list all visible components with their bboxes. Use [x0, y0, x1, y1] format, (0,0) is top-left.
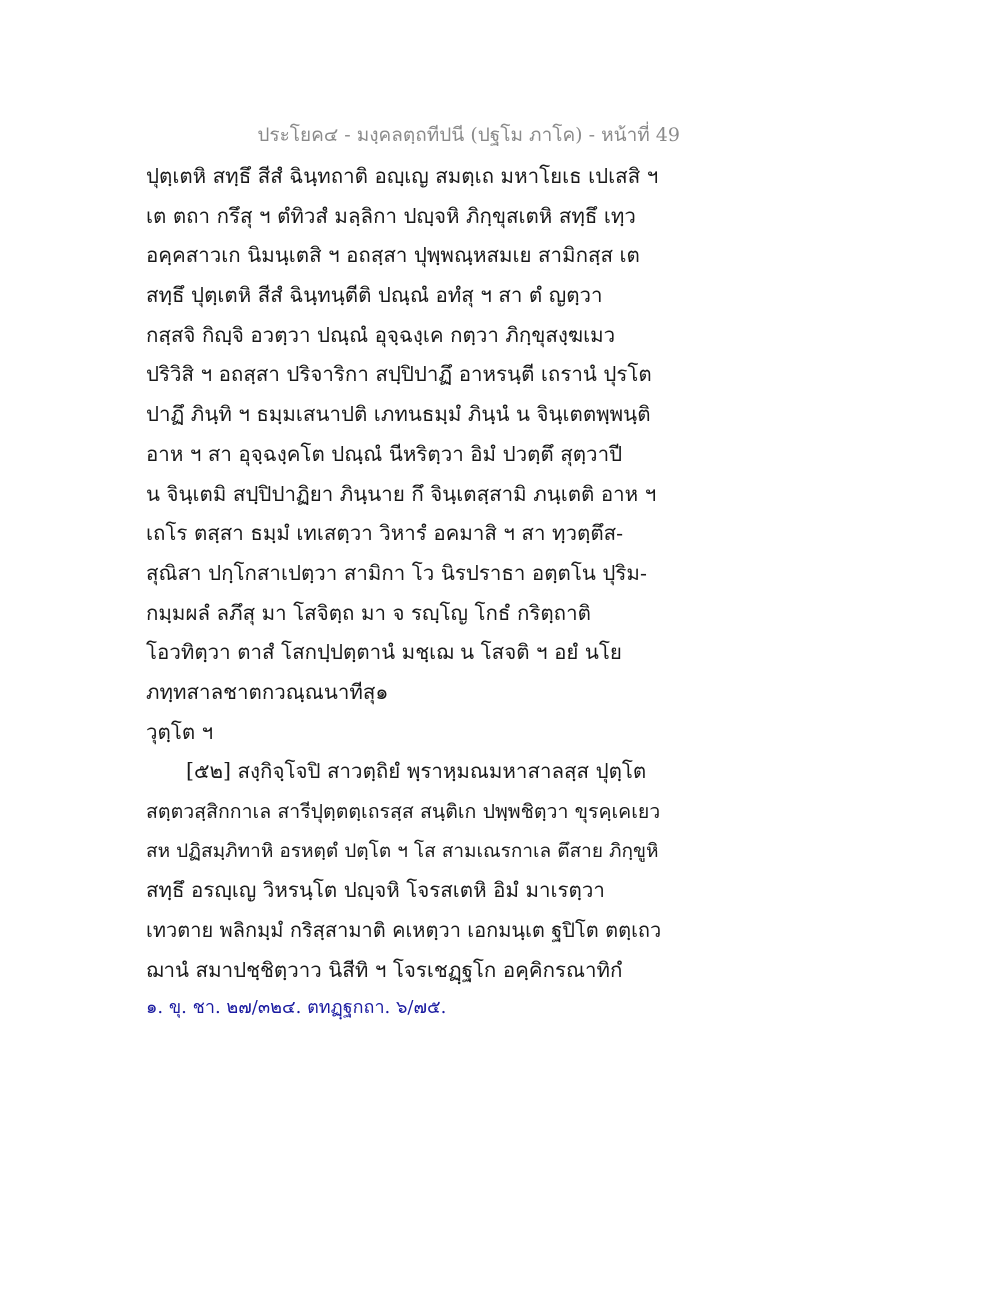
- text-line: เทวตาย พลิกมฺมํ กริสฺสามาติ คเหตฺวา เอกมนฺเต ฐปิโต ตตฺเถว: [146, 918, 662, 943]
- paragraph-start-line: [๕๒] สงฺกิจฺโจปิ สาวตฺถิยํ พฺราหฺมณมหาสาลสฺส ปุตฺโต: [186, 759, 647, 784]
- text-line: ปุตฺเตหิ สทฺธึ สีสํ ฉินฺทถาติ อญฺเญ สมตฺเถ มหาโยเธ เปเสสิ ฯ: [146, 164, 659, 188]
- running-header: ประโยค๔ - มงฺคลตฺถทีปนี (ปฐโม ภาโค) - หน้าที่ 49: [257, 124, 680, 146]
- text-line: อคฺคสาวเก นิมนฺเตสิ ฯ อถสฺสา ปุพฺพณฺหสมเย สามิกสฺส เต: [146, 243, 640, 268]
- text-line: สทฺธึ อรญฺเญ วิหรนฺโต ปญฺจหิ โจรสเตหิ อิมํ มาเรตฺวา: [146, 878, 605, 903]
- text-line: โอวทิตฺวา ตาสํ โสกปฺปตฺตานํ มชฺเฌ น โสจติ ฯ อยํ นโย: [146, 640, 622, 665]
- text-line: ปาฏึ ภินฺทิ ฯ ธมฺมเสนาปติ เภทนธมฺมํ ภินฺนํ น จินฺเตตพฺพนฺติ: [146, 402, 651, 427]
- text-line: เถโร ตสฺสา ธมฺมํ เทเสตฺวา วิหารํ อคมาสิ ฯ สา ทฺวตฺตึส-: [146, 521, 624, 546]
- text-line: สตฺตวสฺสิกกาเล สารีปุตฺตตฺเถรสฺส สนฺติเก ปพฺพชิตฺวา ขุรคฺเคเยว: [146, 800, 661, 823]
- text-line: กสฺสจิ กิญฺจิ อวตฺวา ปณฺณํ อุจฺฉงฺเค กตฺวา ภิกฺขุสงฺฆเมว: [146, 322, 616, 347]
- body-text: [146, 157, 666, 990]
- text-line: สุณิสา ปกฺโกสาเปตฺวา สามิกา โว นิรปราธา อตฺตโน ปุริม-: [146, 560, 647, 585]
- text-line: ภทฺทสาลชาตกวณฺณนาทีสุ๑: [146, 679, 389, 704]
- text-line: กมฺมผลํ ลภึสุ มา โสจิตฺถ มา จ รญฺโญ โกธํ กริตฺถาติ: [146, 600, 591, 625]
- text-line: สทฺธึ ปุตฺเตหิ สีสํ ฉินฺทนฺตีติ ปณฺณํ อทํสุ ฯ สา ตํ ญตฺวา: [146, 283, 603, 308]
- text-line: ปริวิสิ ฯ อถสฺสา ปริจาริกา สปฺปิปาฏึ อาหรนฺตี เถรานํ ปุรโต: [146, 362, 652, 387]
- text-line: วุตฺโต ฯ: [146, 719, 214, 744]
- footnote: ๑. ขุ. ชา. ๒๗/๓๒๔. ตทฏฺฐกถา. ๖/๗๕.: [146, 997, 447, 1018]
- text-line: อาห ฯ สา อุจฺฉงฺคโต ปณฺณํ นีหริตฺวา อิมํ ปวตฺตึ สุตฺวาปี: [146, 441, 623, 466]
- text-line: ฌานํ สมาปชฺชิตฺวาว นิสีทิ ฯ โจรเชฏฺฐโก อคฺคิกรณาทิกํ: [146, 957, 623, 982]
- text-line: เต ตถา กรึสุ ฯ ตํทิวสํ มลฺลิกา ปญฺจหิ ภิกฺขุสเตหิ สทฺธึ เทฺว: [146, 203, 636, 228]
- text-line: สห ปฏิสมฺภิทาหิ อรหตฺตํ ปตฺโต ฯ โส สามเณรกาเล ตึสาย ภิกฺขูหิ: [146, 839, 659, 862]
- text-line: น จินฺเตมิ สปฺปิปาฏิยา ภินฺนาย กึ จินฺเตสฺสามิ ภนฺเตติ อาห ฯ: [146, 481, 657, 506]
